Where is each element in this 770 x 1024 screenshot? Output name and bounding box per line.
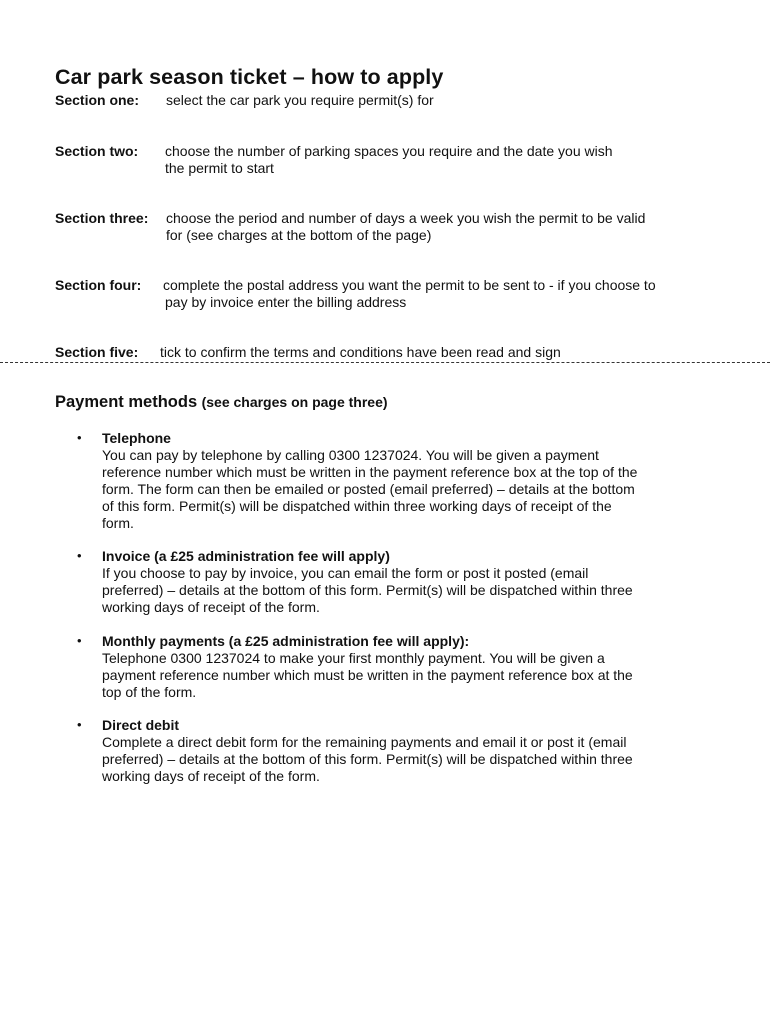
- page-title: Car park season ticket – how to apply: [55, 65, 444, 90]
- section-text-line: pay by invoice enter the billing address: [165, 294, 407, 310]
- payment-item-title: Direct debit: [102, 717, 180, 733]
- bullet-icon: •: [77, 548, 82, 563]
- payment-item-body: [102, 548, 633, 616]
- section-text: [160, 344, 561, 361]
- payment-item-body: [102, 633, 633, 701]
- bullet-icon: •: [77, 430, 82, 445]
- section-text-line: complete the postal address you want the permit to be sent to - if you choose to: [163, 277, 656, 293]
- payment-item-body: [102, 430, 637, 532]
- section-text-line: choose the period and number of days a week you wish the permit to be valid: [166, 210, 646, 226]
- section-label: Section two:: [55, 143, 139, 159]
- section-text: [166, 92, 434, 109]
- payment-heading-subtitle: (see charges on page three): [201, 394, 388, 410]
- payment-item-line: preferred) – details at the bottom of this form. Permit(s) will be dispatched within three: [102, 582, 633, 598]
- payment-item-line: preferred) – details at the bottom of this form. Permit(s) will be dispatched within three: [102, 751, 633, 767]
- section-text-line: for (see charges at the bottom of the page): [166, 227, 432, 243]
- payment-item-title: Telephone: [102, 430, 171, 446]
- payment-item-line: working days of receipt of the form.: [102, 599, 320, 615]
- payment-item-line: Telephone 0300 1237024 to make your first monthly payment. You will be given a: [102, 650, 605, 666]
- section-text: [165, 143, 613, 177]
- payment-heading-title: Payment methods: [55, 393, 198, 411]
- payment-item-line: If you choose to pay by invoice, you can email the form or post it posted (email: [102, 565, 589, 581]
- bullet-icon: •: [77, 717, 82, 732]
- section-text-line: the permit to start: [165, 160, 274, 176]
- payment-item-line: of this form. Permit(s) will be dispatched within three working days of receipt of the: [102, 498, 612, 514]
- payment-item-line: Complete a direct debit form for the remaining payments and email it or post it (email: [102, 734, 627, 750]
- payment-item-body: [102, 717, 633, 785]
- payment-item-line: top of the form.: [102, 684, 197, 700]
- payment-item-title: Monthly payments (a £25 administration fee will apply):: [102, 633, 470, 649]
- section-label: Section three:: [55, 210, 149, 226]
- section-text: [166, 210, 645, 244]
- section-label: Section four:: [55, 277, 142, 293]
- payment-item-line: form.: [102, 515, 134, 531]
- payment-item-line: payment reference number which must be written in the payment reference box at the: [102, 667, 633, 683]
- payment-item-title: Invoice (a £25 administration fee will apply): [102, 548, 390, 564]
- section-text-line: select the car park you require permit(s) for: [166, 92, 434, 108]
- dashed-divider: [0, 362, 770, 363]
- bullet-icon: •: [77, 633, 82, 648]
- payment-item-line: form. The form can then be emailed or posted (email preferred) – details at the bottom: [102, 481, 635, 497]
- payment-item-line: You can pay by telephone by calling 0300 1237024. You will be given a payment: [102, 447, 599, 463]
- payment-methods-heading: [55, 393, 388, 412]
- section-text: [163, 277, 656, 311]
- section-text-line: tick to confirm the terms and conditions have been read and sign: [160, 344, 561, 360]
- payment-item-line: reference number which must be written in the payment reference box at the top of the: [102, 464, 638, 480]
- payment-item-line: working days of receipt of the form.: [102, 768, 320, 784]
- section-label: Section five:: [55, 344, 139, 360]
- section-label: Section one:: [55, 92, 140, 108]
- section-text-line: choose the number of parking spaces you require and the date you wish: [165, 143, 613, 159]
